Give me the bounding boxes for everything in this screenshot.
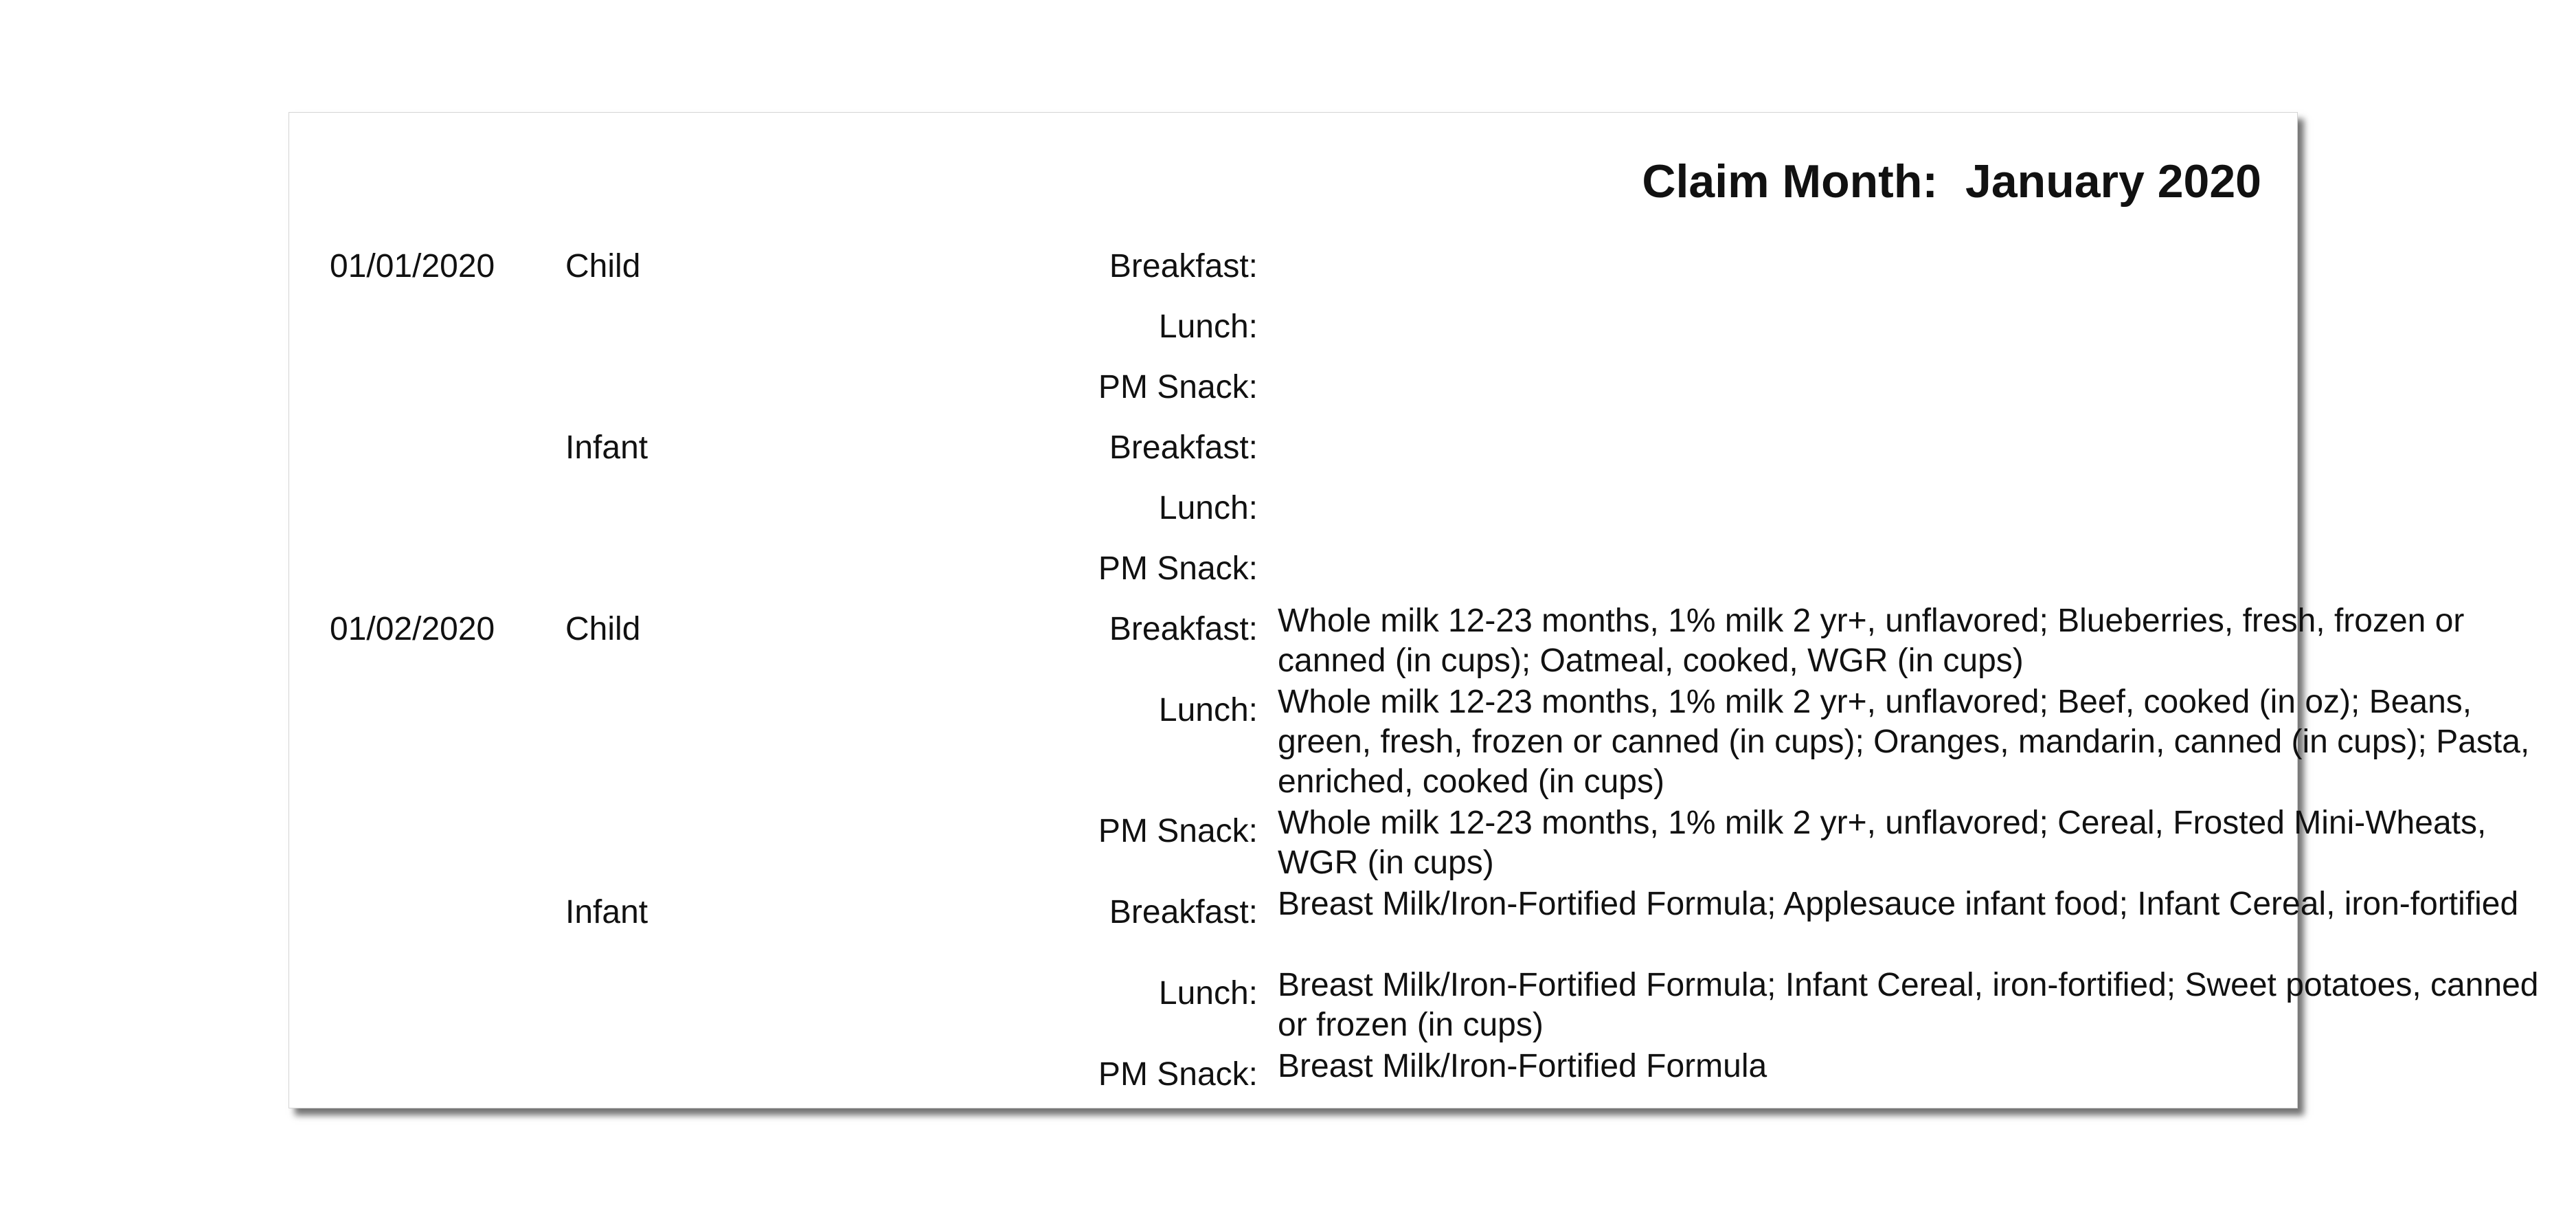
row-meal-label: Lunch: [1158, 692, 1258, 728]
row-meal-items: Whole milk 12-23 months, 1% milk 2 yr+, unflavored; Beef, cooked (in oz); Beans, green, fresh, frozen or canned (in cups); Oranges, mandarin, canned (in cups); Pasta, enriched, cooked (in cups) [1278, 684, 2530, 800]
row-meal-items: Whole milk 12-23 months, 1% milk 2 yr+, unflavored; Cereal, Frosted Mini-Wheats, WGR (in cups) [1278, 805, 2487, 881]
row-meal-label: Breakfast: [1109, 611, 1258, 647]
row-participant-type: Infant [565, 429, 648, 466]
meal-row [289, 247, 2297, 307]
meal-row [289, 967, 2539, 1055]
row-meal-items: Breast Milk/Iron-Fortified Formula; Applesauce infant food; Infant Cereal, iron-fortified [1278, 886, 2519, 922]
row-meal-label: Breakfast: [1109, 894, 1258, 930]
row-participant-type: Child [565, 611, 641, 647]
claim-month-title [1642, 155, 2261, 208]
row-participant-type: Child [565, 248, 641, 284]
meal-row [289, 805, 2487, 893]
row-participant-type: Infant [565, 894, 648, 930]
claim-month-value: January 2020 [1965, 155, 2261, 208]
row-meal-label: Lunch: [1158, 490, 1258, 526]
meal-claim-list [289, 247, 2539, 1115]
row-date: 01/02/2020 [330, 611, 495, 647]
meal-row [289, 1048, 2297, 1115]
meal-row [289, 684, 2530, 812]
row-meal-label: Breakfast: [1109, 248, 1258, 284]
row-meal-items: Breast Milk/Iron-Fortified Formula; Infant Cereal, iron-fortified; Sweet potatoes, canned or frozen (in cups) [1278, 967, 2539, 1043]
row-meal-items: Whole milk 12-23 months, 1% milk 2 yr+, unflavored; Blueberries, fresh, frozen or canned (in cups); Oatmeal, cooked, WGR (in cups) [1278, 603, 2465, 679]
row-meal-label: Breakfast: [1109, 429, 1258, 466]
meal-row [289, 428, 2297, 489]
row-meal-label: Lunch: [1158, 975, 1258, 1012]
meal-row [289, 489, 2297, 549]
meal-row [289, 307, 2297, 368]
row-meal-items: Breast Milk/Iron-Fortified Formula [1278, 1048, 1767, 1084]
row-meal-label: PM Snack: [1098, 369, 1258, 405]
claim-report-page [289, 112, 2539, 1108]
claim-month-label: Claim Month: [1642, 155, 1939, 208]
row-meal-label: PM Snack: [1098, 550, 1258, 587]
meal-row [289, 886, 2519, 974]
meal-row [289, 368, 2297, 428]
row-meal-label: Lunch: [1158, 309, 1258, 345]
row-date: 01/01/2020 [330, 248, 495, 284]
meal-row [289, 603, 2465, 691]
row-meal-label: PM Snack: [1098, 813, 1258, 849]
meal-row [289, 549, 2297, 610]
row-meal-label: PM Snack: [1098, 1056, 1258, 1093]
